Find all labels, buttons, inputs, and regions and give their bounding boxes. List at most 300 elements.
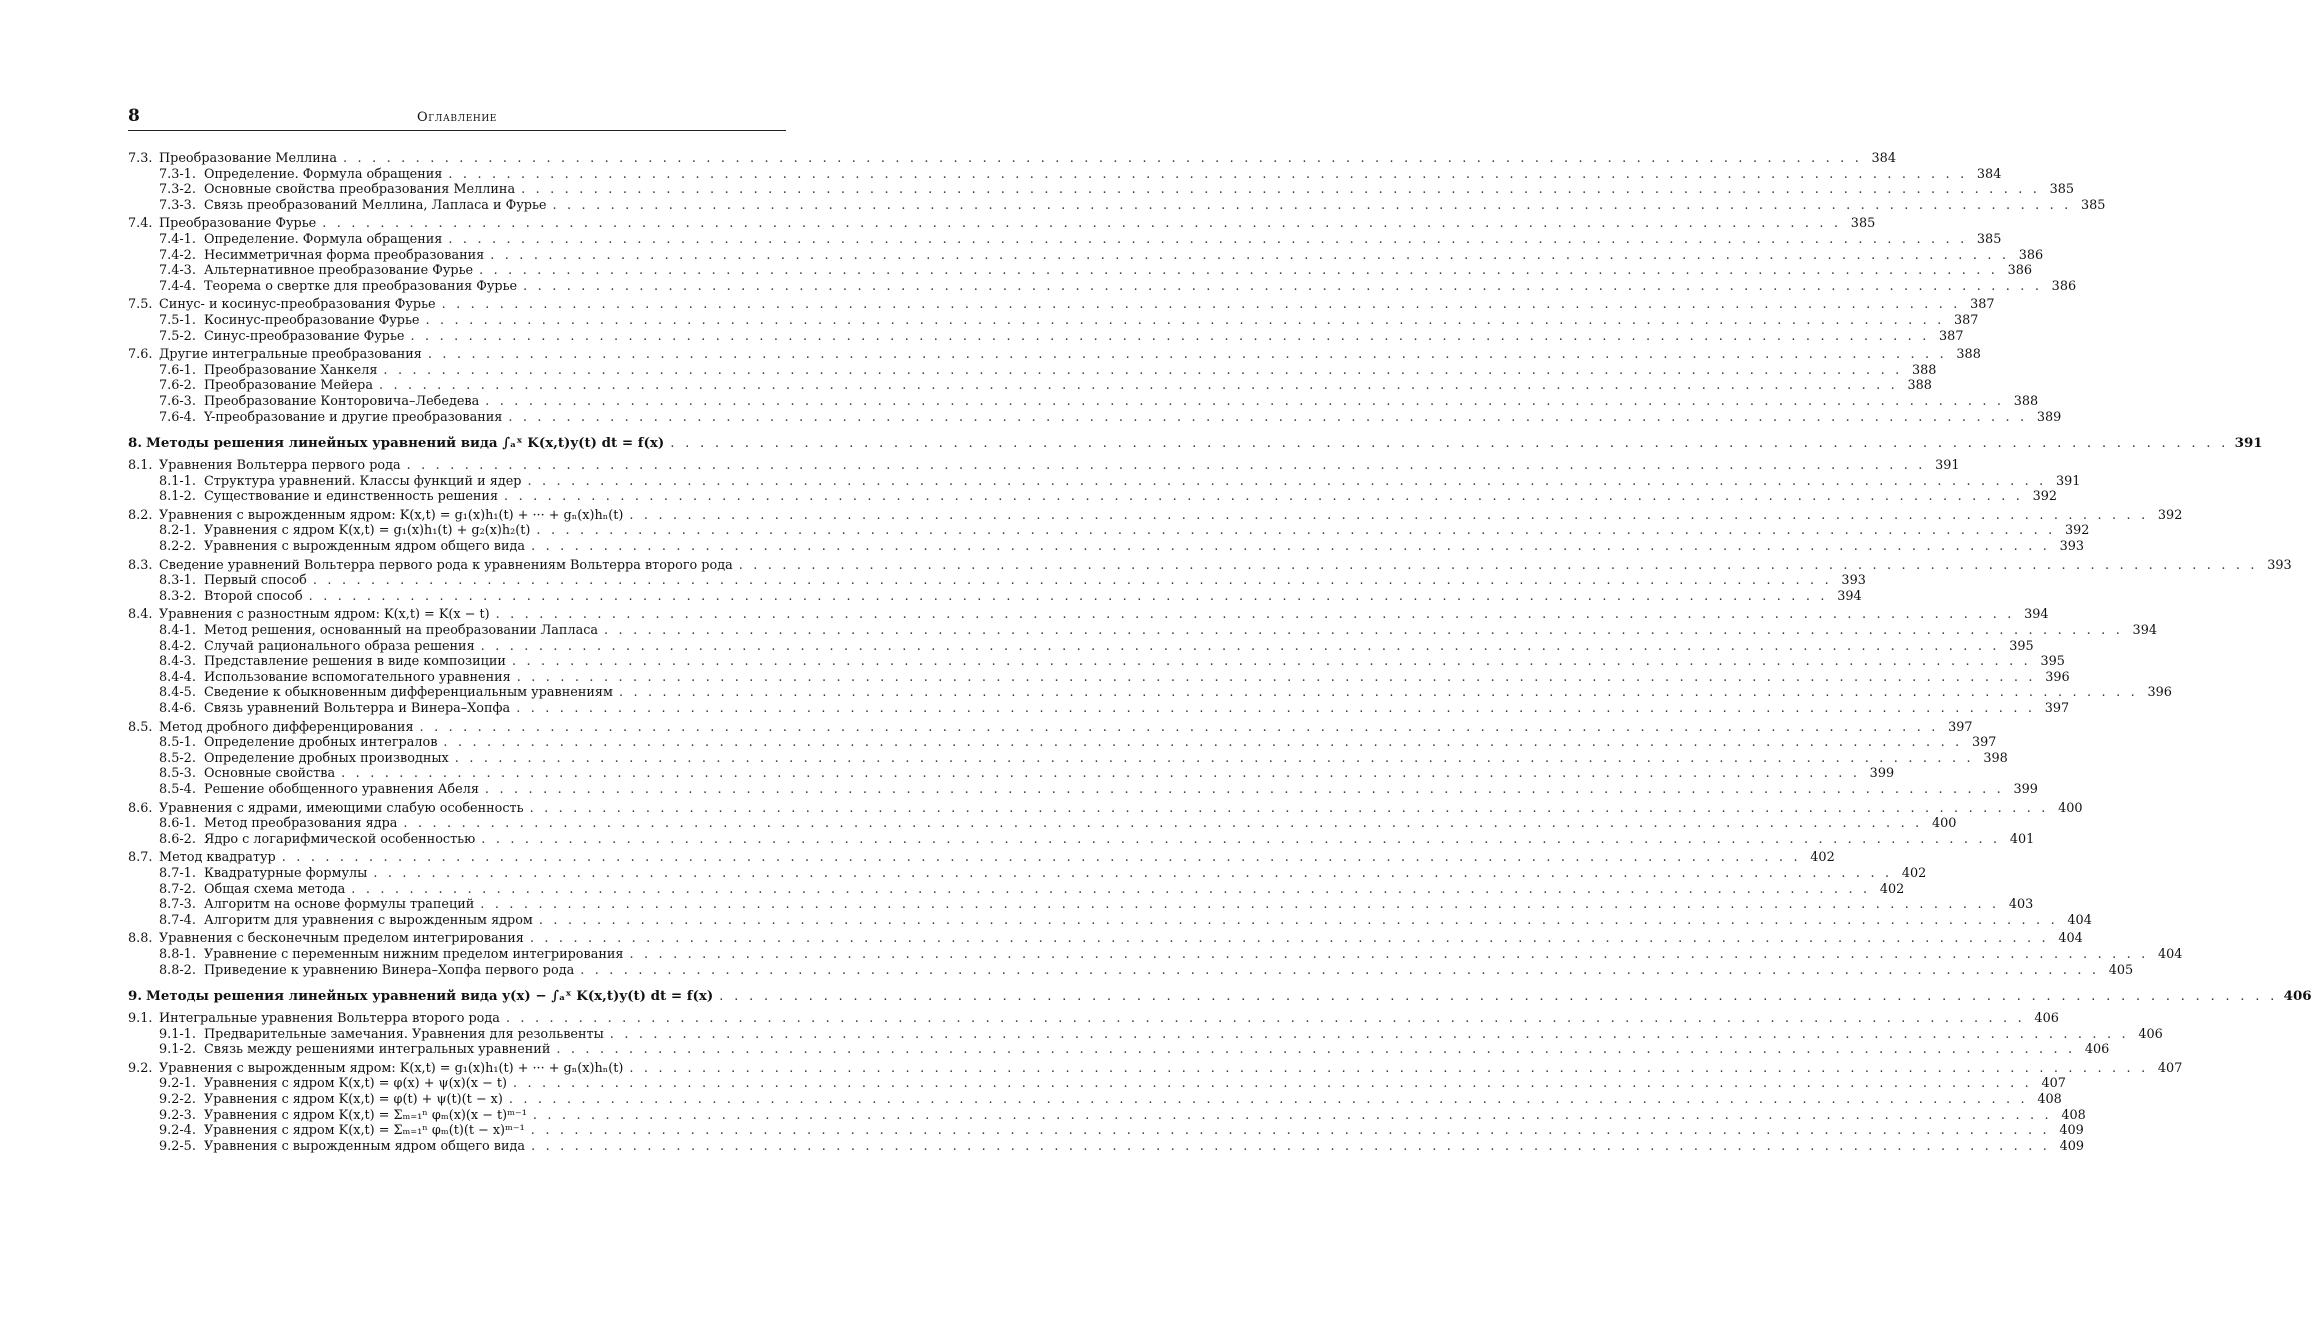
toc-entry-page: 389 (2036, 409, 2062, 425)
toc-subsection-entry[interactable] (128, 685, 2172, 701)
toc-subsection-entry[interactable] (128, 166, 2002, 183)
toc-entry-number: 8.1. (128, 458, 153, 474)
toc-entry-number: 9.1. (128, 1011, 153, 1027)
toc-subsection-entry[interactable] (128, 312, 1979, 329)
toc-section-entry[interactable] (128, 800, 2083, 817)
toc-subsection-entry[interactable] (128, 638, 2034, 655)
dot-leader: . . . . . . . . . . . . . . . . . . . . . . . . . . . . . . . . . . . . . . . . . . . . . . . . . . . . . . . . . . . . . . . . . . . . . . . . . . . . . . . . . . . . . . . . . . . . . . . . . . . . . . . . . (378, 378, 1898, 394)
toc-subsection-entry[interactable] (128, 362, 1937, 379)
toc-entry-page: 387 (1970, 297, 1995, 313)
toc-subsection-entry[interactable] (128, 393, 2039, 410)
toc-entry-page: 409 (2059, 1123, 2084, 1139)
toc-entry-title: Преобразование Мейера (204, 378, 373, 394)
toc-entry-page: 408 (2037, 1092, 2062, 1108)
dot-leader: . . . . . . . . . . . . . . . . . . . . . . . . . . . . . . . . . . . . . . . . . . . . . . . . . . . . . . . . . . . . . . . . . . . . . . . . . . . . . . . . . . . . . . . . . . . . . . . . . . . . . . . . . (536, 523, 2056, 539)
dot-leader: . . . . . . . . . . . . . . . . . . . . . . . . . . . . . . . . . . . . . . . . . . . . . . . . . . . . . . . . . . . . . . . . . . . . . . . . . . . . . . . . . . . . . . . . . . . . . . . . . . . . . . . . . (521, 182, 2041, 198)
toc-entry-page: 393 (2059, 539, 2085, 555)
toc-entry-number: 8.7-3. (159, 897, 196, 913)
toc-subsection-entry[interactable] (128, 1026, 2163, 1043)
toc-section-entry[interactable] (128, 557, 2292, 574)
toc-entry-title: Определение дробных интегралов (204, 735, 438, 751)
toc-entry-page: 401 (2009, 831, 2035, 847)
toc-entry-title: Приведение к уравнению Винера–Хопфа первого рода (204, 962, 575, 978)
toc-entry-title: Использование вспомогательного уравнения (204, 669, 511, 685)
toc-entry-title: Метод преобразования ядра (204, 816, 398, 832)
toc-section-entry[interactable] (128, 1011, 2059, 1027)
toc-entry-title: Уравнения с ядрами, имеющими слабую особенность (159, 800, 524, 816)
toc-subsection-entry[interactable] (128, 831, 2035, 848)
toc-entry-title: Уравнения Вольтерра первого рода (159, 458, 401, 474)
toc-entry-number: 7.5-1. (159, 312, 196, 328)
dot-leader: . . . . . . . . . . . . . . . . . . . . . . . . . . . . . . . . . . . . . . . . . . . . . . . . . . . . . . . . . . . . . . . . . . . . . . . . . . . . . . . . . . . . . . . . . . . . . . . . . . . . . . . . . (484, 781, 2004, 797)
toc-entry-number: 8.5-3. (159, 766, 196, 782)
toc-entry-title: Определение дробных производных (204, 750, 449, 766)
toc-entry-title: Связь преобразований Меллина, Лапласа и Фурье (204, 197, 547, 213)
toc-entry-title: Связь между решениями интегральных уравнений (204, 1042, 551, 1058)
dot-leader: . . . . . . . . . . . . . . . . . . . . . . . . . . . . . . . . . . . . . . . . . . . . . . . . . . . . . . . . . . . . . . . . . . . . . . . . . . . . . . . . . . . . . . . . . . . . . . . . . . . . . . . . . (516, 669, 2036, 685)
toc-subsection-entry[interactable] (128, 750, 2008, 767)
toc-entry-page: 406 (2084, 1042, 2110, 1058)
toc-entry-number: 9.2-1. (159, 1076, 196, 1092)
toc-entry-title: Y-преобразование и другие преобразования (204, 409, 503, 425)
toc-entry-number: 8.4-6. (159, 701, 196, 716)
dot-leader: . . . . . . . . . . . . . . . . . . . . . . . . . . . . . . . . . . . . . . . . . . . . . . . . . . . . . . . . . . . . . . . . . . . . . . . . . . . . . . . . . . . . . . . . . . . . . . . . . . . . . . . . . (629, 507, 2149, 523)
toc-entry-page: 396 (2147, 685, 2172, 701)
toc-entry-title: Уравнения с вырожденным ядром: K(x,t) = g₁(x)h₁(t) + ··· + gₙ(x)hₙ(t) (159, 507, 624, 523)
toc-section-entry[interactable] (128, 297, 1995, 313)
toc-entry-page: 396 (2045, 669, 2070, 685)
toc-entry-page: 385 (1850, 216, 1876, 232)
toc-entry-number: 7.6-3. (159, 393, 196, 409)
toc-entry-number: 7.3-2. (159, 182, 196, 198)
toc-subsection-entry[interactable] (128, 1123, 2084, 1139)
toc-entry-number: 8.4-5. (159, 685, 196, 701)
toc-entry-number: 8.3-2. (159, 588, 196, 604)
toc-entry-page: 393 (2267, 557, 2292, 573)
dot-leader: . . . . . . . . . . . . . . . . . . . . . . . . . . . . . . . . . . . . . . . . . . . . . . . . . . . . . . . . . . . . . . . . . . . . . . . . . . . . . . . . . . . . . . . . . . . . . . . . . . . . . . . . . (738, 557, 2258, 573)
toc-entry-page: 391 (2056, 473, 2081, 489)
toc-entry-page: 391 (1935, 458, 1960, 474)
toc-entry-page: 388 (1956, 347, 1981, 363)
toc-entry-number: 7.4-3. (159, 263, 196, 279)
toc-subsection-entry[interactable] (128, 1042, 2110, 1058)
toc-entry-number: 8.5-4. (159, 781, 196, 797)
toc-subsection-entry[interactable] (128, 523, 2090, 539)
toc-entry-page: 384 (1871, 151, 1896, 166)
toc-subsection-entry[interactable] (128, 378, 1932, 394)
dot-leader: . . . . . . . . . . . . . . . . . . . . . . . . . . . . . . . . . . . . . . . . . . . . . . . . . . . . . . . . . . . . . . . . . . . . . . . . . . . . . . . . . . . . . . . . . . . . . . . . . . . . . . . . . (512, 1076, 2032, 1092)
toc-entry-title: Предварительные замечания. Уравнения для резольвенты (204, 1026, 604, 1042)
toc-entry-number: 9.2-2. (159, 1092, 196, 1108)
dot-leader: . . . . . . . . . . . . . . . . . . . . . . . . . . . . . . . . . . . . . . . . . . . . . . . . . . . . . . . . . . . . . . . . . . . . . . . . . . . . . . . . . . . . . . . . . . . . . . . . . . . . . . . . . (505, 1011, 2025, 1027)
toc-entry-page: 397 (2044, 701, 2070, 716)
toc-subsection-entry[interactable] (128, 1092, 2062, 1108)
dot-leader: . . . . . . . . . . . . . . . . . . . . . . . . . . . . . . . . . . . . . . . . . . . . . . . . . . . . . . . . . . . . . . . . . . . . . . . . . . . . . . . . . . . . . . . . . . . . . . . . . . . . . . . . . (556, 1042, 2076, 1058)
toc-subsection-entry[interactable] (128, 897, 2034, 913)
toc-entry-page: 404 (2067, 912, 2092, 928)
toc-subsection-entry[interactable] (128, 231, 2002, 248)
toc-entry-page: 388 (1907, 378, 1932, 394)
toc-subsection-entry[interactable] (128, 735, 1997, 751)
toc-entry-title: Уравнения с вырожденным ядром общего вида (204, 1138, 526, 1154)
toc-subsection-entry[interactable] (128, 816, 1957, 832)
toc-entry-title: Преобразование Фурье (159, 216, 317, 232)
dot-leader: . . . . . . . . . . . . . . . . . . . . . . . . . . . . . . . . . . . . . . . . . . . . . . . . . . . . . . . . . . . . . . . . . . . . . . . . . . . . . . . . . . . . . . . . . . . . . . . . . . . . . . . . . (538, 912, 2058, 928)
dot-leader: . . . . . . . . . . . . . . . . . . . . . . . . . . . . . . . . . . . . . . . . . . . . . . . . . . . . . . . . . . . . . . . . . . . . . . . . . . . . . . . . . . . . . . . . . . . . . . . . . . . . . . . . . (490, 247, 2010, 263)
toc-subsection-entry[interactable] (128, 409, 2062, 426)
toc-entry-number: 7.4. (128, 216, 153, 232)
toc-subsection-entry[interactable] (128, 654, 2065, 670)
toc-entry-number: 8.8-1. (159, 946, 196, 962)
toc-entry-title: Общая схема метода (204, 881, 346, 897)
page-header (128, 106, 786, 131)
toc-entry-page: 399 (1869, 766, 1895, 782)
toc-subsection-entry[interactable] (128, 573, 1866, 589)
toc-section-entry[interactable] (128, 1060, 2183, 1077)
toc-entry-number: 8.4-2. (159, 638, 196, 654)
toc-subsection-entry[interactable] (128, 1138, 2085, 1155)
toc-entry-title: Метод решения, основанный на преобразовании Лапласа (204, 623, 599, 639)
toc-subsection-entry[interactable] (128, 623, 2157, 639)
dot-leader: . . . . . . . . . . . . . . . . . . . . . . . . . . . . . . . . . . . . . . . . . . . . . . . . . . . . . . . . . . . . . . . . . . . . . . . . . . . . . . . . . . . . . . . . . . . . . . . . . . . . . . . . . (312, 573, 1832, 589)
dot-leader: . . . . . . . . . . . . . . . . . . . . . . . . . . . . . . . . . . . . . . . . . . . . . . . . . . . . . . . . . . . . . . . . . . . . . . . . . . . . . . . . . . . . . . . . . . . . . . . . . . . . . . . . . (508, 1092, 2028, 1108)
toc-entry-title: Уравнения с ядром K(x,t) = g₁(x)h₁(t) + g₂(x)h₂(t) (204, 523, 531, 539)
toc-entry-title: Косинус-преобразование Фурье (204, 312, 420, 328)
toc-entry-number: 8. (128, 435, 142, 452)
toc-entry-page: 409 (2059, 1138, 2085, 1154)
toc-entry-number: 7.6. (128, 347, 153, 363)
page-number: 8 (128, 106, 140, 126)
toc-section-entry[interactable] (128, 151, 1896, 167)
dot-leader: . . . . . . . . . . . . . . . . . . . . . . . . . . . . . . . . . . . . . . . . . . . . . . . . . . . . . . . . . . . . . . . . . . . . . . . . . . . . . . . . . . . . . . . . . . . . . . . . . . . . . . . . . (351, 881, 1871, 897)
toc-entry-page: 397 (1971, 735, 1997, 751)
toc-section-entry[interactable] (128, 719, 1973, 736)
toc-entry-page: 405 (2108, 962, 2134, 978)
toc-entry-page: 392 (2032, 489, 2057, 505)
toc-entry-page: 395 (2040, 654, 2065, 670)
toc-entry-page: 406 (2034, 1011, 2059, 1027)
toc-entry-title: Решение обобщенного уравнения Абеля (204, 781, 479, 797)
toc-entry-number: 8.2. (128, 507, 153, 523)
toc-subsection-entry[interactable] (128, 588, 1862, 605)
toc-entry-title: Теорема о свертке для преобразования Фурье (204, 278, 518, 294)
toc-entry-title: Уравнения с ядром K(x,t) = Σₘ₌₁ⁿ φₘ(t)(t − x)ᵐ⁻¹ (204, 1123, 525, 1139)
toc-entry-title: Уравнения с бесконечным пределом интегрирования (159, 931, 524, 947)
dot-leader: . . . . . . . . . . . . . . . . . . . . . . . . . . . . . . . . . . . . . . . . . . . . . . . . . . . . . . . . . . . . . . . . . . . . . . . . . . . . . . . . . . . . . . . . . . . . . . . . . . . . . . . . . (419, 719, 1939, 735)
toc-entry-number: 8.8. (128, 931, 153, 947)
dot-leader: . . . . . . . . . . . . . . . . . . . . . . . . . . . . . . . . . . . . . . . . . . . . . . . . . . . . . . . . . . . . . . . . . . . . . . . . . . . . . . . . . . . . . . . . . . . . . . . . . . . . . . . . . (341, 766, 1861, 782)
toc-entry-number: 7.3. (128, 151, 153, 166)
dot-leader: . . . . . . . . . . . . . . . . . . . . . . . . . . . . . . . . . . . . . . . . . . . . . . . . . . . . . . . . . . . . . . . . . . . . . . . . . . . . . . . . . . . . . . . . . . . . . . . . . . . . . . . . . (425, 312, 1945, 328)
toc-entry-page: 402 (1901, 865, 1927, 881)
toc-entry-page: 402 (1810, 850, 1835, 866)
toc-entry-number: 8.5. (128, 719, 153, 735)
toc-subsection-entry[interactable] (128, 539, 2085, 555)
toc-entry-title: Уравнения с ядром K(x,t) = Σₘ₌₁ⁿ φₘ(x)(x − t)ᵐ⁻¹ (204, 1107, 527, 1123)
toc-entry-number: 8.3-1. (159, 573, 196, 589)
toc-chapter-entry[interactable] (128, 435, 2263, 452)
toc-entry-page: 392 (2157, 507, 2183, 523)
toc-entry-page: 392 (2064, 523, 2090, 539)
toc-entry-number: 9.1-1. (159, 1026, 196, 1042)
toc-entry-page: 384 (1976, 166, 2002, 182)
toc-entry-title: Связь уравнений Вольтерра и Винера–Хопфа (204, 701, 511, 716)
toc-entry-number: 9.2. (128, 1060, 153, 1076)
dot-leader: . . . . . . . . . . . . . . . . . . . . . . . . . . . . . . . . . . . . . . . . . . . . . . . . . . . . . . . . . . . . . . . . . . . . . . . . . . . . . . . . . . . . . . . . . . . . . . . . . . . . . . . . . (629, 1060, 2149, 1076)
toc-entry-title: Методы решения линейных уравнений вида ∫ₐˣ K(x,t)y(t) dt = f(x) (146, 435, 665, 452)
toc-entry-page: 406 (2138, 1026, 2163, 1042)
toc-entry-page: 385 (2049, 182, 2075, 198)
dot-leader: . . . . . . . . . . . . . . . . . . . . . . . . . . . . . . . . . . . . . . . . . . . . . . . . . . . . . . . . . . . . . . . . . . . . . . . . . . . . . . . . . . . . . . . . . . . . . . . . . . . . . . . . . (530, 1123, 2050, 1139)
dot-leader: . . . . . . . . . . . . . . . . . . . . . . . . . . . . . . . . . . . . . . . . . . . . . . . . . . . . . . . . . . . . . . . . . . . . . . . . . . . . . . . . . . . . . . . . . . . . . . . . . . . . . . . . . (511, 654, 2031, 670)
toc-subsection-entry[interactable] (128, 197, 2106, 214)
toc-entry-number: 8.7-2. (159, 881, 196, 897)
toc-entry-title: Основные свойства (204, 766, 336, 782)
dot-leader: . . . . . . . . . . . . . . . . . . . . . . . . . . . . . . . . . . . . . . . . . . . . . . . . . . . . . . . . . . . . . . . . . . . . . . . . . . . . . . . . . . . . . . . . . . . . . . . . . . . . . . . . . (485, 393, 2005, 409)
toc-entry-title: Синус- и косинус-преобразования Фурье (159, 297, 436, 313)
toc-subsection-entry[interactable] (128, 946, 2183, 963)
dot-leader: . . . . . . . . . . . . . . . . . . . . . . . . . . . . . . . . . . . . . . . . . . . . . . . . . . . . . . . . . . . . . . . . . . . . . . . . . . . . . . . . . . . . . . . . . . . . . . . . . . . . . . . . . (448, 231, 1968, 247)
toc-entry-page: 387 (1939, 328, 1964, 344)
toc-entry-number: 8.4-4. (159, 669, 196, 685)
toc-entry-page: 385 (1976, 231, 2002, 247)
toc-entry-page: 407 (2041, 1076, 2066, 1092)
toc-entry-number: 7.4-4. (159, 278, 196, 294)
toc-entry-title: Определение. Формула обращения (204, 166, 443, 182)
dot-leader: . . . . . . . . . . . . . . . . . . . . . . . . . . . . . . . . . . . . . . . . . . . . . . . . . . . . . . . . . . . . . . . . . . . . . . . . . . . . . . . . . . . . . . . . . . . . . . . . . . . . . . . . . (629, 946, 2149, 962)
toc-entry-page: 400 (2058, 800, 2083, 816)
toc-entry-number: 8.5-1. (159, 735, 196, 751)
toc-entry-page: 386 (2051, 278, 2077, 294)
toc-entry-page: 402 (1879, 881, 1905, 897)
dot-leader: . . . . . . . . . . . . . . . . . . . . . . . . . . . . . . . . . . . . . . . . . . . . . . . . . . . . . . . . . . . . . . . . . . . . . . . . . . . . . . . . . . . . . . . . . . . . . . . . . . . . . . . . . (495, 607, 2015, 623)
toc-subsection-entry[interactable] (128, 912, 2092, 929)
toc-entry-title: Сведение уравнений Вольтерра первого рода к уравнениям Вольтерра второго рода (159, 557, 733, 573)
dot-leader: . . . . . . . . . . . . . . . . . . . . . . . . . . . . . . . . . . . . . . . . . . . . . . . . . . . . . . . . . . . . . . . . . . . . . . . . . . . . . . . . . . . . . . . . . . . . . . . . . . . . . . . . . (609, 1026, 2129, 1042)
toc-entry-title: Существование и единственность решения (204, 489, 499, 505)
dot-leader: . . . . . . . . . . . . . . . . . . . . . . . . . . . . . . . . . . . . . . . . . . . . . . . . . . . . . . . . . . . . . . . . . . . . . . . . . . . . . . . . . . . . . . . . . . . . . . . . . . . . . . . . . (504, 489, 2023, 505)
dot-leader: . . . . . . . . . . . . . . . . . . . . . . . . . . . . . . . . . . . . . . . . . . . . . . . . . . . . . . . . . . . . . . . . . . . . . . . . . . . . . . . . . . . . . . . . . . . . . . . . . . . . . . . . . (383, 362, 1903, 378)
dot-leader: . . . . . . . . . . . . . . . . . . . . . . . . . . . . . . . . . . . . . . . . . . . . . . . . . . . . . . . . . . . . . . . . . . . . . . . . . . . . . . . . . . . . . . . . . . . . . . . . . . . . . . . . . (508, 409, 2028, 425)
toc-entry-number: 9.2-4. (159, 1123, 196, 1139)
toc-entry-number: 8.6-2. (159, 831, 196, 847)
dot-leader: . . . . . . . . . . . . . . . . . . . . . . . . . . . . . . . . . . . . . . . . . . . . . . . . . . . . . . . . . . . . . . . . . . . . . . . . . . . . . . . . . . . . . . . . . . . . . . . . . . . . . . . . . (281, 850, 1801, 866)
dot-leader: . . . . . . . . . . . . . . . . . . . . . . . . . . . . . . . . . . . . . . . . . . . . . . . . . . . . . . . . . . . . . . . . . . . . . . . . . . . . . . . . . . . . . . . . . . . . . . . . . . . . . . . . . (604, 623, 2123, 639)
toc-subsection-entry[interactable] (128, 1076, 2066, 1092)
toc-entry-page: 394 (2024, 607, 2049, 623)
toc-entry-page: 388 (1911, 362, 1937, 378)
toc-entry-title: Алгоритм на основе формулы трапеций (204, 897, 475, 913)
toc-entry-page: 406 (2283, 988, 2312, 1005)
toc-entry-page: 385 (2081, 197, 2106, 213)
toc-entry-title: Уравнения с ядром K(x,t) = φ(x) + ψ(x)(x − t) (204, 1076, 507, 1092)
toc-entry-page: 386 (2007, 263, 2033, 279)
toc-entry-number: 8.4-1. (159, 623, 196, 639)
toc-entry-number: 7.3-3. (159, 197, 196, 213)
toc-subsection-entry[interactable] (128, 247, 2044, 264)
toc-entry-title: Ядро с логарифмической особенностью (204, 831, 476, 847)
dot-leader: . . . . . . . . . . . . . . . . . . . . . . . . . . . . . . . . . . . . . . . . . . . . . . . . . . . . . . . . . . . . . . . . . . . . . . . . . . . . . . . . . . . . . . . . . . . . . . . . . . . . . . . . . (532, 1107, 2052, 1123)
toc-entry-number: 8.7-1. (159, 865, 196, 881)
toc-entry-title: Метод дробного дифференцирования (159, 719, 414, 735)
toc-entry-number: 9.2-3. (159, 1107, 196, 1123)
toc-entry-page: 394 (1837, 588, 1862, 604)
dot-leader: . . . . . . . . . . . . . . . . . . . . . . . . . . . . . . . . . . . . . . . . . . . . . . . . . . . . . . . . . . . . . . . . . . . . . . . . . . . . . . . . . . . . . . . . . . . . . . . . . . . . . . . . . (479, 263, 1999, 279)
toc-section-entry[interactable] (128, 931, 2083, 947)
toc-entry-title: Другие интегральные преобразования (159, 347, 422, 363)
toc-entry-number: 7.4-2. (159, 247, 196, 263)
dot-leader: . . . . . . . . . . . . . . . . . . . . . . . . . . . . . . . . . . . . . . . . . . . . . . . . . . . . . . . . . . . . . . . . . . . . . . . . . . . . . . . . . . . . . . . . . . . . . . . . . . . . . . . . . (481, 831, 2001, 847)
toc-subsection-entry[interactable] (128, 473, 2081, 490)
toc-entry-page: 394 (2132, 623, 2157, 639)
toc-subsection-entry[interactable] (128, 263, 2033, 279)
dot-leader: . . . . . . . . . . . . . . . . . . . . . . . . . . . . . . . . . . . . . . . . . . . . . . . . . . . . . . . . . . . . . . . . . . . . . . . . . . . . . . . . . . . . . . . . . . . . . . . . . . . . . . . . . (529, 931, 2049, 947)
toc-entry-number: 8.8-2. (159, 962, 196, 978)
table-of-contents (128, 151, 2312, 1154)
toc-entry-page: 408 (2061, 1107, 2086, 1123)
toc-entry-number: 8.7-4. (159, 912, 196, 928)
toc-entry-title: Определение. Формула обращения (204, 231, 443, 247)
toc-subsection-entry[interactable] (128, 182, 2075, 198)
toc-entry-page: 407 (2157, 1060, 2183, 1076)
dot-leader: . . . . . . . . . . . . . . . . . . . . . . . . . . . . . . . . . . . . . . . . . . . . . . . . . . . . . . . . . . . . . . . . . . . . . . . . . . . . . . . . . . . . . . . . . . . . . . . . . . . . . . . . . (523, 278, 2043, 294)
toc-entry-title: Сведение к обыкновенным дифференциальным уравнениям (204, 685, 613, 701)
dot-leader: . . . . . . . . . . . . . . . . . . . . . . . . . . . . . . . . . . . . . . . . . . . . . . . . . . . . . . . . . . . . . . . . . . . . . . . . . . . . . . . . . . . . . . . . . . . . . . . . . . . . . . . . . (403, 816, 1923, 832)
toc-entry-title: Метод квадратур (159, 850, 276, 866)
dot-leader: . . . . . . . . . . . . . . . . . . . . . . . . . . . . . . . . . . . . . . . . . . . . . . . . . . . . . . . . . . . . . . . . . . . . . . . . . . . . . . . . . . . . . . . . . . . . . . . . . . . . . . . . . (480, 638, 2000, 654)
toc-section-entry[interactable] (128, 850, 1835, 866)
toc-entry-number: 8.1-2. (159, 489, 196, 505)
toc-entry-number: 7.4-1. (159, 231, 196, 247)
dot-leader: . . . . . . . . . . . . . . . . . . . . . . . . . . . . . . . . . . . . . . . . . . . . . . . . . . . . . . . . . . . . . . . . . . . . . . . . . . . . . . . . . . . . . . . . . . . . . . . . . . . . . . . . . (719, 989, 2278, 1005)
toc-entry-number: 8.4. (128, 607, 153, 623)
toc-subsection-entry[interactable] (128, 278, 2077, 295)
toc-entry-number: 8.2-2. (159, 539, 196, 555)
toc-entry-page: 403 (2008, 897, 2034, 913)
toc-entry-title: Преобразование Конторовича–Лебедева (204, 393, 480, 409)
dot-leader: . . . . . . . . . . . . . . . . . . . . . . . . . . . . . . . . . . . . . . . . . . . . . . . . . . . . . . . . . . . . . . . . . . . . . . . . . . . . . . . . . . . . . . . . . . . . . . . . . . . . . . . . . (373, 865, 1893, 881)
toc-entry-title: Структура уравнений. Классы функций и ядер (204, 473, 522, 489)
dot-leader: . . . . . . . . . . . . . . . . . . . . . . . . . . . . . . . . . . . . . . . . . . . . . . . . . . . . . . . . . . . . . . . . . . . . . . . . . . . . . . . . . . . . . . . . . . . . . . . . . . . . . . . . . (308, 588, 1828, 604)
toc-entry-title: Уравнение с переменным нижним пределом интегрирования (204, 946, 624, 962)
toc-entry-page: 398 (1983, 750, 2008, 766)
toc-entry-page: 400 (1931, 816, 1957, 832)
dot-leader: . . . . . . . . . . . . . . . . . . . . . . . . . . . . . . . . . . . . . . . . . . . . . . . . . . . . . . . . . . . . . . . . . . . . . . . . . . . . . . . . . . . . . . . . . . . . . . . . . . . . . . . . . (580, 962, 2100, 978)
toc-entry-title: Уравнения с ядром K(x,t) = φ(t) + ψ(t)(t − x) (204, 1092, 503, 1108)
toc-entry-page: 393 (1841, 573, 1866, 589)
toc-subsection-entry[interactable] (128, 669, 2070, 686)
dot-leader: . . . . . . . . . . . . . . . . . . . . . . . . . . . . . . . . . . . . . . . . . . . . . . . . . . . . . . . . . . . . . . . . . . . . . . . . . . . . . . . . . . . . . . . . . . . . . . . . . . . . . . . . . (480, 897, 2000, 913)
toc-entry-number: 8.6. (128, 800, 153, 816)
toc-entry-page: 397 (1948, 719, 1973, 735)
dot-leader: . . . . . . . . . . . . . . . . . . . . . . . . . . . . . . . . . . . . . . . . . . . . . . . . . . . . . . . . . . . . . . . . . . . . . . . . . . . . . . . . . . . . . . . . . . . . . . . . . . . . . . . . . (410, 328, 1930, 344)
toc-entry-number: 9. (128, 988, 142, 1005)
toc-subsection-entry[interactable] (128, 1107, 2086, 1124)
dot-leader: . . . . . . . . . . . . . . . . . . . . . . . . . . . . . . . . . . . . . . . . . . . . . . . . . . . . . . . . . . . . . . . . . . . . . . . . . . . . . . . . . . . . . . . . . . . . . . . . . . . . . . . . . (552, 197, 2072, 213)
toc-entry-page: 391 (2234, 435, 2263, 452)
toc-entry-number: 8.1-1. (159, 473, 196, 489)
toc-entry-title: Квадратурные формулы (204, 865, 368, 881)
toc-section-entry[interactable] (128, 458, 1960, 474)
dot-leader: . . . . . . . . . . . . . . . . . . . . . . . . . . . . . . . . . . . . . . . . . . . . . . . . . . . . . . . . . . . . . . . . . . . . . . . . . . . . . . . . . . . . . . . . . . . . . . . . . . . . . . . . . (454, 750, 1974, 766)
toc-entry-number: 7.6-4. (159, 409, 196, 425)
toc-section-entry[interactable] (128, 347, 1981, 363)
toc-entry-title: Случай рационального образа решения (204, 638, 475, 654)
toc-entry-title: Альтернативное преобразование Фурье (204, 263, 474, 279)
toc-subsection-entry[interactable] (128, 781, 2038, 798)
toc-entry-title: Синус-преобразование Фурье (204, 328, 405, 344)
dot-leader: . . . . . . . . . . . . . . . . . . . . . . . . . . . . . . . . . . . . . . . . . . . . . . . . . . . . . . . . . . . . . . . . . . . . . . . . . . . . . . . . . . . . . . . . . . . . . . . . . . . . . . . . . (443, 735, 1963, 751)
toc-entry-page: 404 (2058, 931, 2083, 947)
toc-section-entry[interactable] (128, 507, 2183, 524)
toc-entry-number: 8.5-2. (159, 750, 196, 766)
dot-leader: . . . . . . . . . . . . . . . . . . . . . . . . . . . . . . . . . . . . . . . . . . . . . . . . . . . . . . . . . . . . . . . . . . . . . . . . . . . . . . . . . . . . . . . . . . . . . . . . . . . . . . . . . (448, 166, 1968, 182)
toc-entry-number: 7.5-2. (159, 328, 196, 344)
toc-entry-title: Алгоритм для уравнения с вырожденным ядром (204, 912, 533, 928)
dot-leader: . . . . . . . . . . . . . . . . . . . . . . . . . . . . . . . . . . . . . . . . . . . . . . . . . . . . . . . . . . . . . . . . . . . . . . . . . . . . . . . . . . . . . . . . . . . . . . . . . . . . . . . . . (427, 347, 1947, 363)
toc-subsection-entry[interactable] (128, 962, 2134, 979)
toc-entry-title: Уравнения с вырожденным ядром общего вида (204, 539, 526, 555)
toc-entry-number: 8.2-1. (159, 523, 196, 539)
toc-entry-title: Преобразование Меллина (159, 151, 337, 166)
toc-subsection-entry[interactable] (128, 328, 1964, 345)
dot-leader: . . . . . . . . . . . . . . . . . . . . . . . . . . . . . . . . . . . . . . . . . . . . . . . . . . . . . . . . . . . . . . . . . . . . . . . . . . . . . . . . . . . . . . . . . . . . . . . . . . . . . . . . . (529, 800, 2049, 816)
running-head: Оглавление (417, 110, 497, 125)
toc-section-entry[interactable] (128, 607, 2049, 623)
dot-leader: . . . . . . . . . . . . . . . . . . . . . . . . . . . . . . . . . . . . . . . . . . . . . . . . . . . . . . . . . . . . . . . . . . . . . . . . . . . . . . . . . . . . . . . . . . . . . . . . . . . . . . . . . (531, 1138, 2051, 1154)
toc-entry-title: Первый способ (204, 573, 307, 589)
toc-entry-title: Методы решения линейных уравнений вида y(x) − ∫ₐˣ K(x,t)y(t) dt = f(x) (146, 988, 714, 1005)
dot-leader: . . . . . . . . . . . . . . . . . . . . . . . . . . . . . . . . . . . . . . . . . . . . . . . . . . . . . . . . . . . . . . . . . . . . . . . . . . . . . . . . . . . . . . . . . . . . . . . . . . . . . . . . . (441, 297, 1961, 313)
toc-entry-number: 9.2-5. (159, 1138, 196, 1154)
toc-subsection-entry[interactable] (128, 881, 1905, 898)
dot-leader: . . . . . . . . . . . . . . . . . . . . . . . . . . . . . . . . . . . . . . . . . . . . . . . . . . . . . . . . . . . . . . . . . . . . . . . . . . . . . . . . . . . . . . . . . . . . . . . . . . . . . . . . . (531, 539, 2051, 555)
toc-entry-page: 387 (1954, 312, 1979, 328)
toc-chapter-entry[interactable] (128, 988, 2312, 1005)
toc-subsection-entry[interactable] (128, 766, 1895, 782)
toc-entry-number: 9.1-2. (159, 1042, 196, 1058)
dot-leader: . . . . . . . . . . . . . . . . . . . . . . . . . . . . . . . . . . . . . . . . . . . . . . . . . . . . . . . . . . . . . . . . . . . . . . . . . . . . . . . . . . . . . . . . . . . . . . . . . . . . . . . . . (527, 473, 2047, 489)
toc-entry-number: 8.3. (128, 557, 153, 573)
toc-entry-page: 386 (2018, 247, 2044, 263)
toc-subsection-entry[interactable] (128, 489, 2057, 505)
toc-entry-page: 404 (2158, 946, 2183, 962)
toc-subsection-entry[interactable] (128, 701, 2070, 717)
toc-entry-number: 7.3-1. (159, 166, 196, 182)
toc-subsection-entry[interactable] (128, 865, 1927, 882)
dot-leader: . . . . . . . . . . . . . . . . . . . . . . . . . . . . . . . . . . . . . . . . . . . . . . . . . . . . . . . . . . . . . . . . . . . . . . . . . . . . . . . . . . . . . . . . . . . . . . . . . . . . . . . . . (406, 458, 1926, 474)
toc-entry-title: Уравнения с разностным ядром: K(x,t) = K(x − t) (159, 607, 490, 623)
dot-leader: . . . . . . . . . . . . . . . . . . . . . . . . . . . . . . . . . . . . . . . . . . . . . . . . . . . . . . . . . . . . . . . . . . . . . . . . . . . . . . . . . . . . . . . . . . . . . . . . . . . . . . . . . (516, 701, 2036, 716)
dot-leader: . . . . . . . . . . . . . . . . . . . . . . . . . . . . . . . . . . . . . . . . . . . . . . . . . . . . . . . . . . . . . . . . . . . . . . . . . . . . . . . . . . . . . . . . . . . . . . . . . . . . . . . . . (670, 436, 2229, 452)
toc-entry-number: 7.5. (128, 297, 153, 313)
dot-leader: . . . . . . . . . . . . . . . . . . . . . . . . . . . . . . . . . . . . . . . . . . . . . . . . . . . . . . . . . . . . . . . . . . . . . . . . . . . . . . . . . . . . . . . . . . . . . . . . . . . . . . . . . (618, 685, 2138, 701)
toc-entry-page: 399 (2013, 781, 2038, 797)
toc-entry-title: Основные свойства преобразования Меллина (204, 182, 516, 198)
toc-entry-title: Второй способ (204, 588, 303, 604)
toc-entry-page: 388 (2013, 393, 2039, 409)
dot-leader: . . . . . . . . . . . . . . . . . . . . . . . . . . . . . . . . . . . . . . . . . . . . . . . . . . . . . . . . . . . . . . . . . . . . . . . . . . . . . . . . . . . . . . . . . . . . . . . . . . . . . . . . . (343, 151, 1862, 166)
toc-entry-number: 7.6-1. (159, 362, 196, 378)
toc-entry-title: Интегральные уравнения Вольтерра второго рода (159, 1011, 500, 1027)
toc-entry-number: 8.6-1. (159, 816, 196, 832)
toc-entry-page: 395 (2009, 638, 2034, 654)
toc-entry-title: Представление решения в виде композиции (204, 654, 506, 670)
toc-section-entry[interactable] (128, 216, 1876, 232)
dot-leader: . . . . . . . . . . . . . . . . . . . . . . . . . . . . . . . . . . . . . . . . . . . . . . . . . . . . . . . . . . . . . . . . . . . . . . . . . . . . . . . . . . . . . . . . . . . . . . . . . . . . . . . . . (322, 216, 1842, 232)
toc-entry-title: Несимметричная форма преобразования (204, 247, 485, 263)
toc-entry-title: Преобразование Ханкеля (204, 362, 378, 378)
